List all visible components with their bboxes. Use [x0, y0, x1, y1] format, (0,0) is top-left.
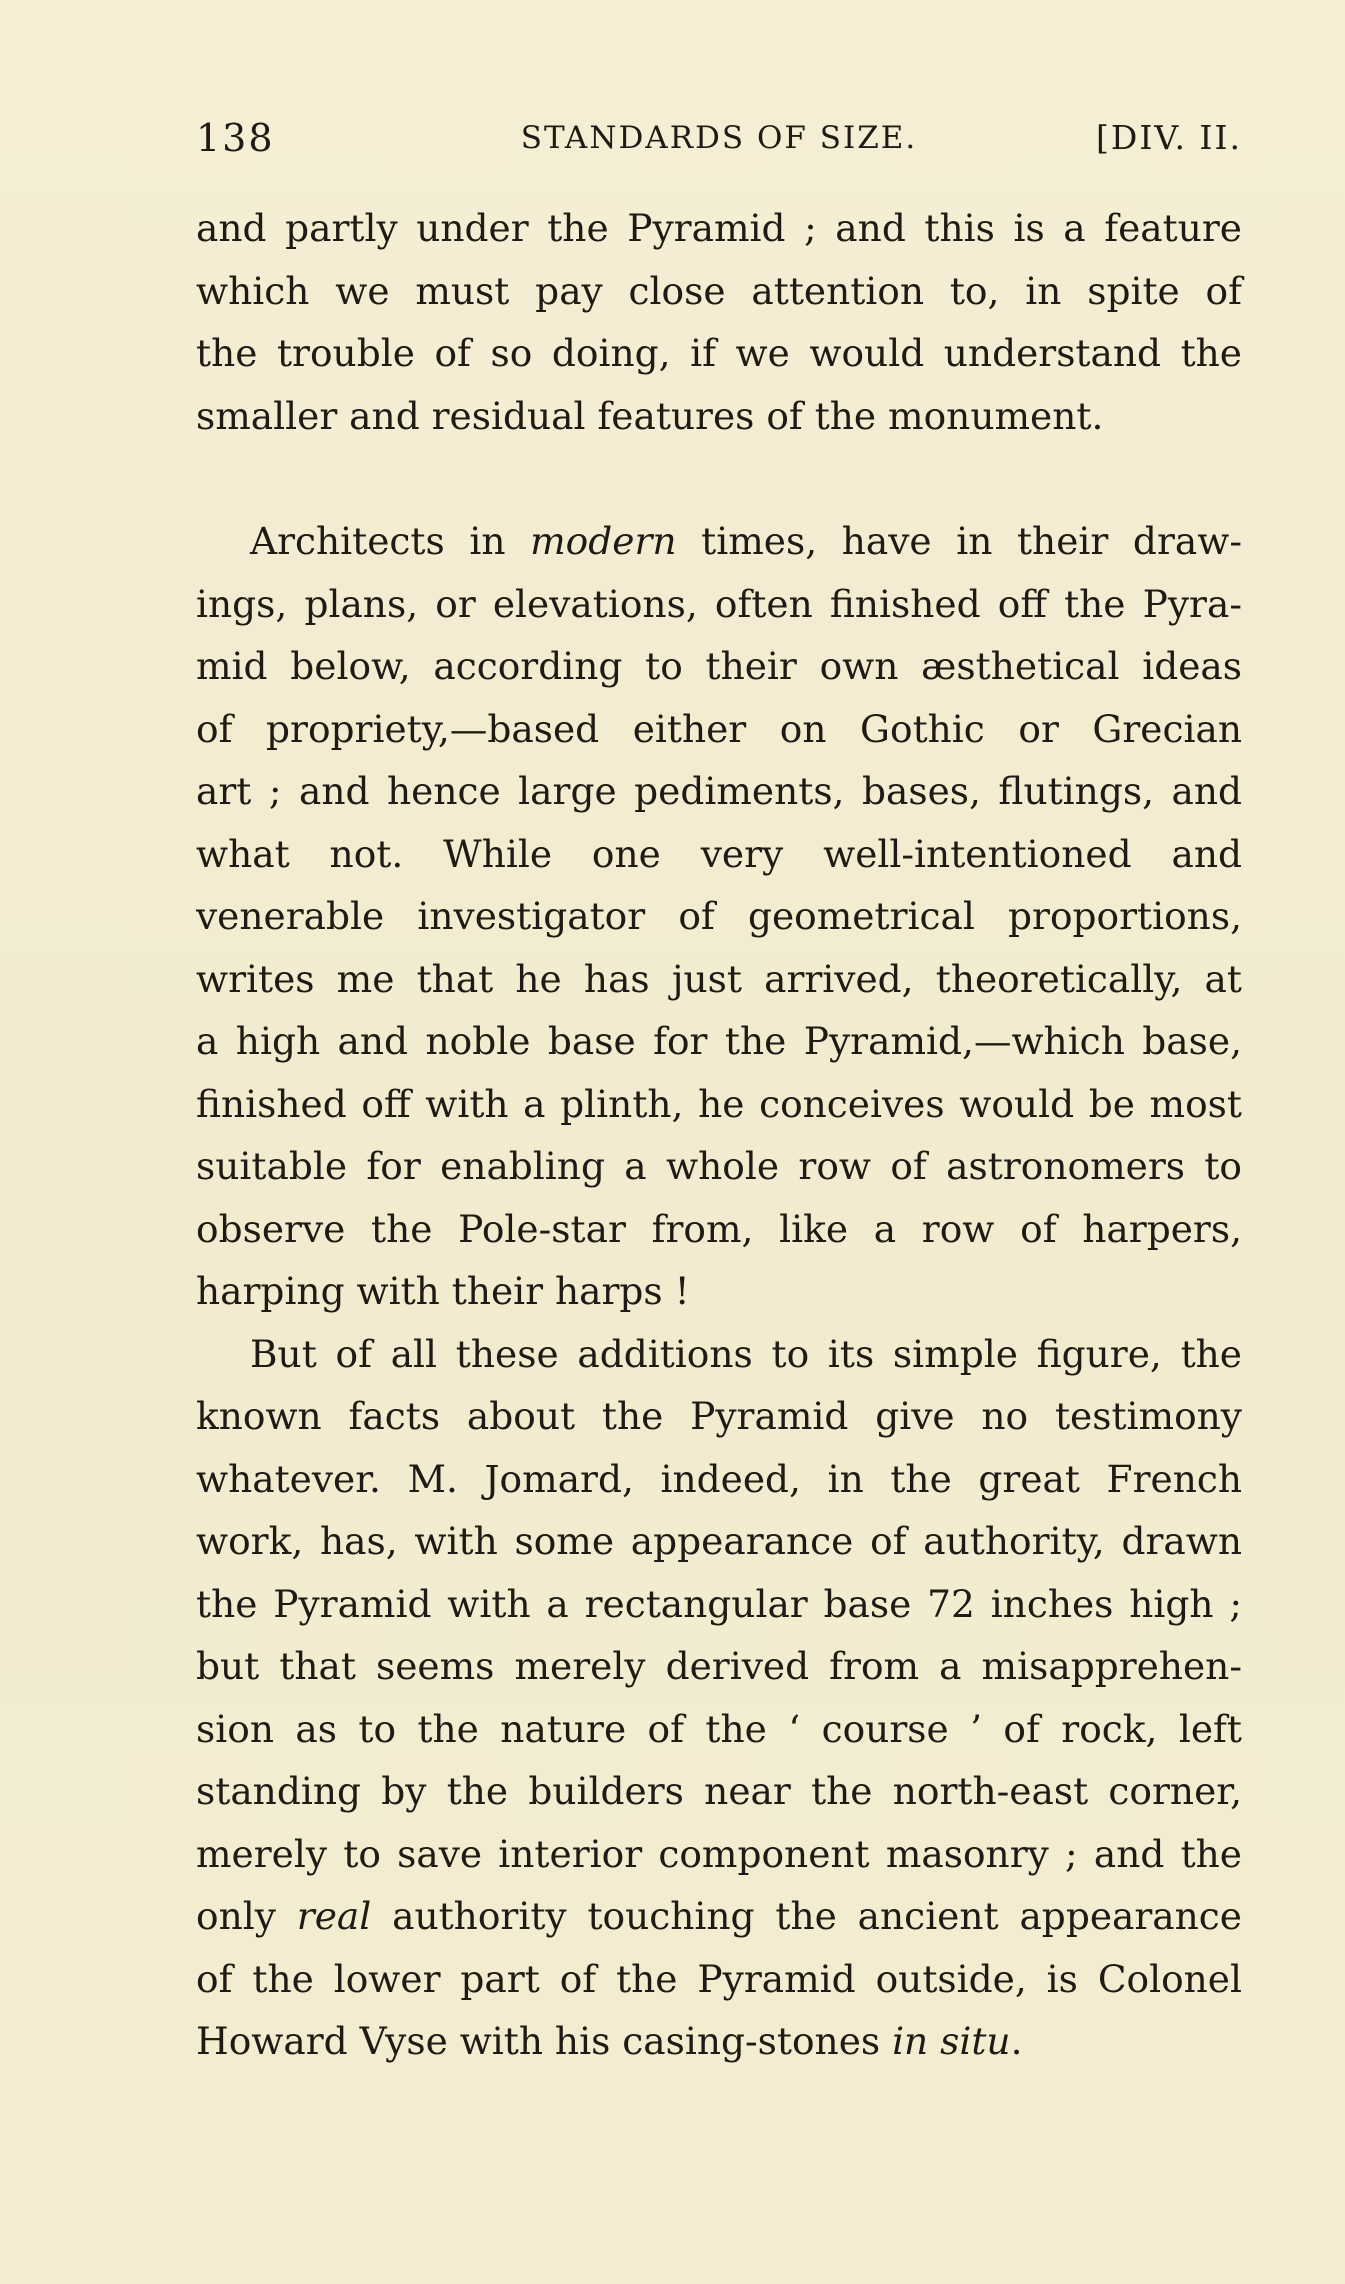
- text-line: known facts about the Pyramid give no testimony: [196, 1394, 1242, 1438]
- text-run: Architects in: [250, 519, 531, 563]
- text-run: authority touching the ancient appearance: [371, 1894, 1242, 1938]
- text-run: Howard Vyse with his casing-stones: [196, 2019, 893, 2063]
- text-line: sion as to the nature of the ‘ course ’ of rock, left: [196, 1706, 1242, 1751]
- paragraph-2: [196, 510, 1242, 1323]
- text-line: of the lower part of the Pyramid outside, is Colonel: [196, 1956, 1242, 2001]
- text-line: work, has, with some appearance of authority, drawn: [196, 1519, 1242, 1563]
- text-line: But of all these additions to its simple figure, the: [250, 1331, 1242, 1376]
- paragraph-1: [196, 197, 1242, 447]
- text-line: standing by the builders near the north-east corner,: [196, 1769, 1242, 1813]
- text-run: only: [196, 1894, 297, 1938]
- text-line: observe the Pole-star from, like a row of harpers,: [196, 1206, 1242, 1251]
- body-text: [196, 197, 1242, 2073]
- page-number: 138: [196, 116, 275, 160]
- running-head: [196, 108, 1242, 168]
- text-line: writes me that he has just arrived, theoretically, at: [196, 956, 1242, 1001]
- text-line: which we must pay close attention to, in spite of: [196, 268, 1242, 313]
- text-line: finished off with a plinth, he conceives would be most: [196, 1081, 1242, 1126]
- paragraph-3: [196, 1323, 1242, 2073]
- text-line: suitable for enabling a whole row of astronomers to: [196, 1144, 1242, 1188]
- running-title: STANDARDS OF SIZE.: [520, 120, 918, 156]
- text-line: harping with their harps !: [196, 1269, 690, 1313]
- italic-word: modern: [530, 519, 677, 563]
- text-line: [196, 510, 1242, 573]
- text-line: art ; and hence large pediments, bases, flutings, and: [196, 769, 1242, 813]
- italic-word: real: [296, 1894, 372, 1938]
- text-line: of propriety,—based either on Gothic or Grecian: [196, 706, 1242, 751]
- text-line: the trouble of so doing, if we would understand the: [196, 331, 1242, 375]
- text-line: merely to save interior component masonry ; and the: [196, 1831, 1242, 1876]
- division-marker: [DIV. II.: [1096, 118, 1242, 157]
- text-line: mid below, according to their own æsthetical ideas: [196, 644, 1242, 688]
- paragraph-gap: [196, 447, 1242, 510]
- text-line: smaller and residual features of the monument.: [196, 393, 1104, 438]
- text-line: and partly under the Pyramid ; and this is a feature: [196, 206, 1242, 250]
- text-line: the Pyramid with a rectangular base 72 inches high ;: [196, 1581, 1242, 1626]
- text-line: [196, 2010, 1242, 2073]
- text-line: what not. While one very well-intentioned and: [196, 831, 1242, 876]
- text-run: times, have in their draw-: [676, 519, 1242, 563]
- italic-phrase: in situ: [892, 2019, 1011, 2063]
- text-line: [196, 1885, 1242, 1948]
- text-run: .: [1010, 2019, 1023, 2063]
- text-line: a high and noble base for the Pyramid,—which base,: [196, 1019, 1242, 1063]
- text-line: venerable investigator of geometrical proportions,: [196, 894, 1242, 938]
- text-line: but that seems merely derived from a misapprehen-: [196, 1644, 1242, 1688]
- text-line: whatever. M. Jomard, indeed, in the great French: [196, 1456, 1242, 1501]
- text-line: ings, plans, or elevations, often finished off the Pyra-: [196, 581, 1242, 626]
